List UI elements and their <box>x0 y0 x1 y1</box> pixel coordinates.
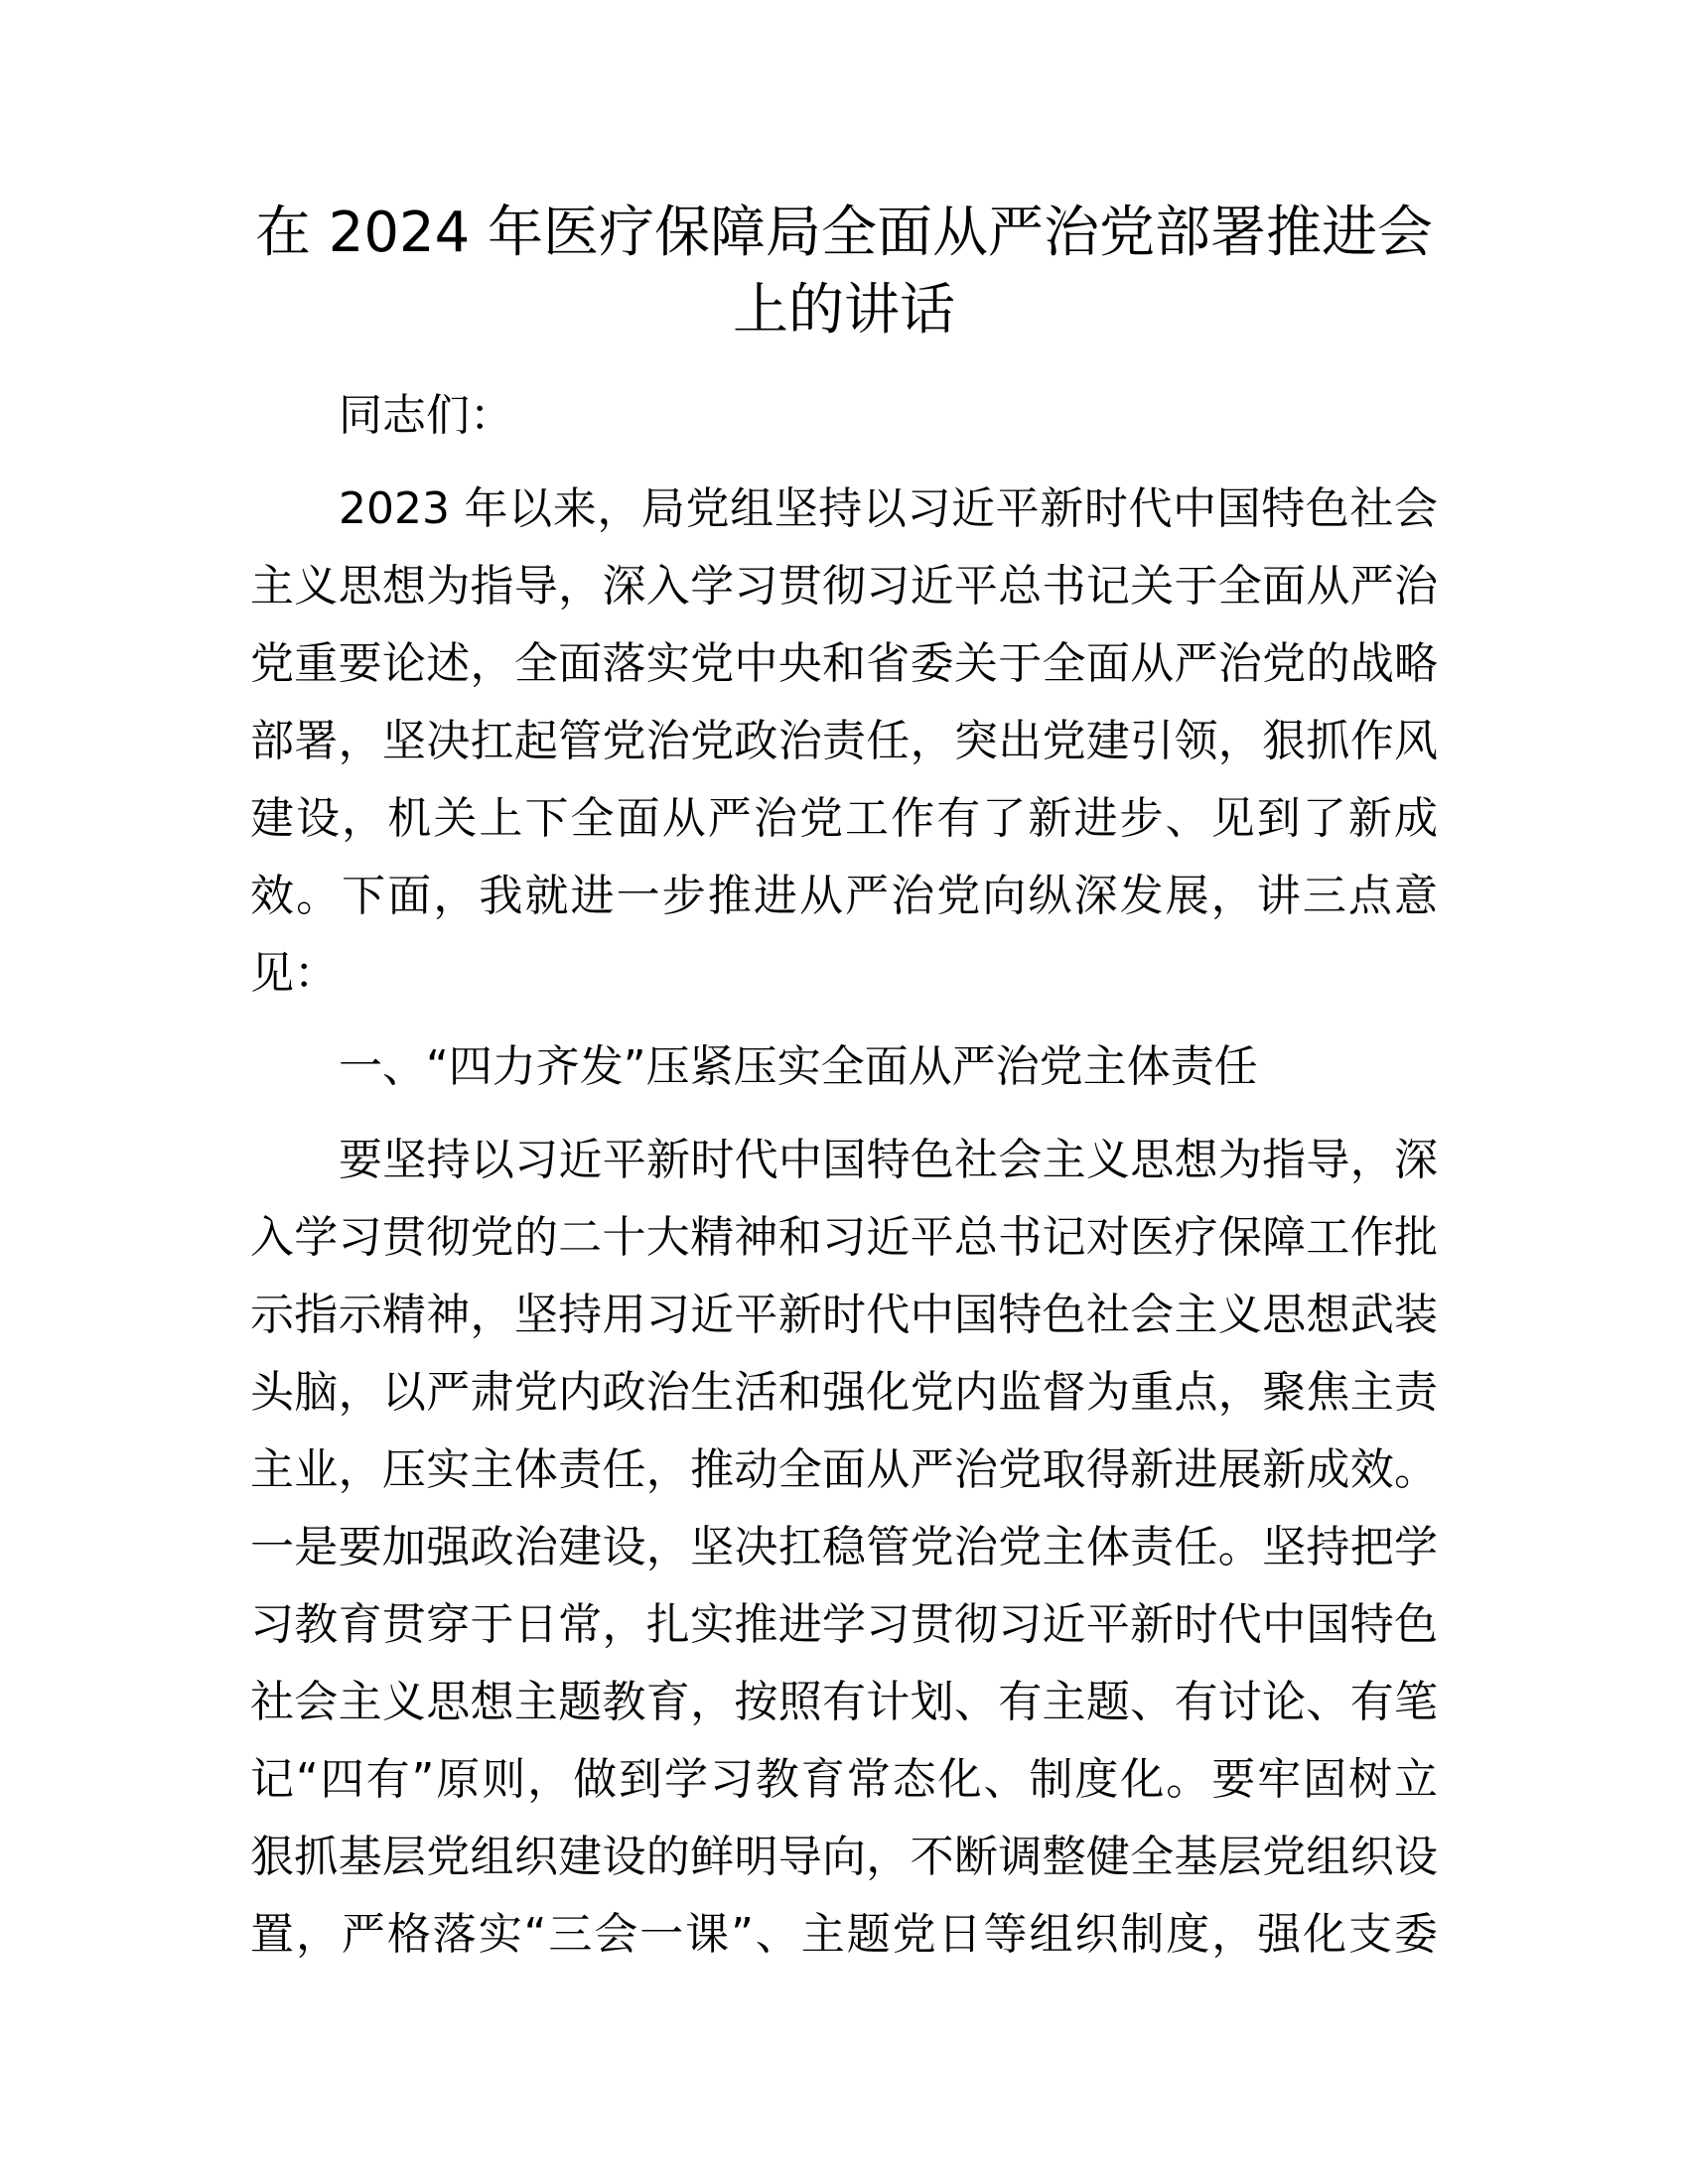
text-line: 2023 年以来，局党组坚持以习近平新时代中国特色社会 <box>339 483 1438 534</box>
text-line: 记“四有”原则，做到学习教育常态化、制度化。要牢固树立 <box>250 1754 1438 1805</box>
text-line: 建设，机关上下全面从严治党工作有了新进步、见到了新成 <box>250 793 1438 844</box>
section-1-paragraph <box>250 1122 1438 1974</box>
text-line: 置，严格落实“三会一课”、主题党日等组织制度，强化支委 <box>250 1909 1438 1960</box>
text-line: 要坚持以习近平新时代中国特色社会主义思想为指导，深 <box>339 1135 1438 1185</box>
title-line-2: 上的讲话 <box>733 278 955 342</box>
text-line: 示指示精神，坚持用习近平新时代中国特色社会主义思想武装 <box>250 1290 1438 1340</box>
text-line: 社会主义思想主题教育，按照有计划、有主题、有讨论、有笔 <box>250 1677 1438 1727</box>
text-line: 习教育贯穿于日常，扎实推进学习贯彻习近平新时代中国特色 <box>250 1599 1438 1650</box>
text-line: 入学习贯彻党的二十大精神和习近平总书记对医疗保障工作批 <box>250 1212 1438 1263</box>
salutation-paragraph <box>250 377 1438 455</box>
text-line: 主义思想为指导，深入学习贯彻习近平总书记关于全面从严治 <box>250 561 1438 612</box>
title-line-1: 在 2024 年医疗保障局全面从严治党部署推进会 <box>254 201 1434 265</box>
salutation: 同志们： <box>339 390 513 441</box>
section-heading-text: 一、“四力齐发”压紧压实全面从严治党主体责任 <box>339 1041 1258 1092</box>
text-line: 见： <box>250 948 338 999</box>
text-line: 狠抓基层党组织建设的鲜明导向，不断调整健全基层党组织设 <box>250 1832 1438 1882</box>
document-title <box>248 195 1440 349</box>
section-heading-1 <box>250 1028 1438 1106</box>
intro-paragraph <box>250 471 1438 1013</box>
document-body <box>250 377 1438 1989</box>
text-line: 头脑，以严肃党内政治生活和强化党内监督为重点，聚焦主责 <box>250 1367 1438 1418</box>
text-line: 一是要加强政治建设，坚决扛稳管党治党主体责任。坚持把学 <box>250 1522 1438 1572</box>
text-line: 效。下面，我就进一步推进从严治党向纵深发展，讲三点意 <box>250 871 1438 921</box>
text-line: 主业，压实主体责任，推动全面从严治党取得新进展新成效。 <box>250 1444 1438 1495</box>
text-line: 党重要论述，全面落实党中央和省委关于全面从严治党的战略 <box>250 638 1438 689</box>
text-line: 部署，坚决扛起管党治党政治责任，突出党建引领，狠抓作风 <box>250 716 1438 766</box>
